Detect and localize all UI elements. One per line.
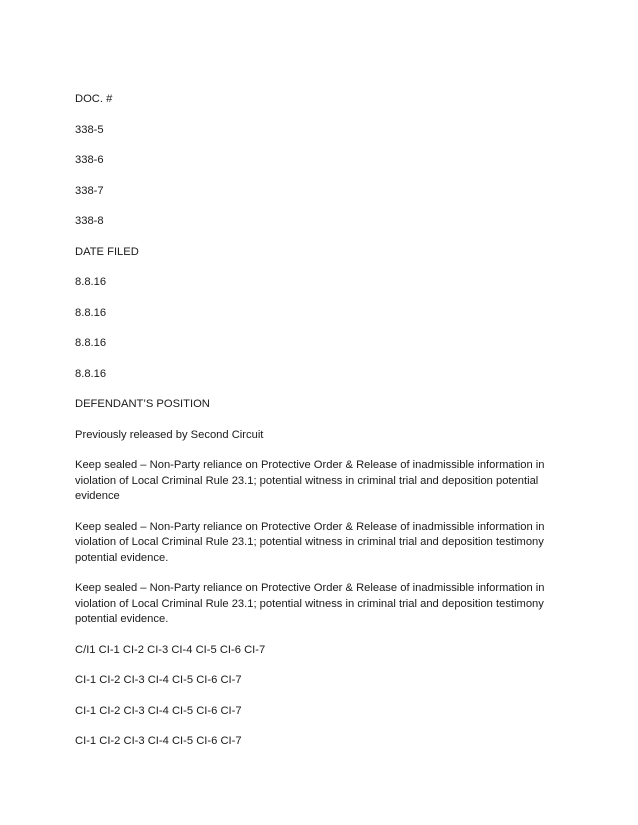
doc-number-item: 338-6 bbox=[75, 154, 104, 166]
position-item: Keep sealed – Non-Party reliance on Protective Order & Release of inadmissible information in violation of Local Criminal Rule 23.1; potential witness in criminal trial and deposition potential evidence bbox=[75, 459, 545, 502]
date-filed-header: DATE FILED bbox=[75, 245, 139, 258]
date-filed-item: 8.8.16 bbox=[75, 306, 107, 319]
date-filed-item: 8.8.16 bbox=[75, 367, 107, 380]
doc-number-item: 338-5 bbox=[75, 123, 104, 136]
doc-number-item: 338-7 bbox=[75, 184, 104, 197]
doc-number-item: 338-8 bbox=[75, 215, 104, 227]
document-body bbox=[75, 92, 567, 765]
ci-list-item: CI-1 CI-2 CI-3 CI-4 CI-5 CI-6 CI-7 bbox=[75, 735, 242, 747]
ci-list-item: C/I1 CI-1 CI-2 CI-3 CI-4 CI-5 CI-6 CI-7 bbox=[75, 643, 266, 656]
position-item: Previously released by Second Circuit bbox=[75, 428, 264, 441]
ci-list-item: CI-1 CI-2 CI-3 CI-4 CI-5 CI-6 CI-7 bbox=[75, 674, 242, 686]
position-item: Keep sealed – Non-Party reliance on Protective Order & Release of inadmissible information in violation of Local Criminal Rule 23.1; potential witness in criminal trial and deposition testimony potential evidence. bbox=[75, 582, 545, 625]
ci-list-item: CI-1 CI-2 CI-3 CI-4 CI-5 CI-6 CI-7 bbox=[75, 704, 242, 717]
defendants-position-header: DEFENDANT’S POSITION bbox=[75, 398, 210, 410]
doc-number-header: DOC. # bbox=[75, 93, 113, 105]
position-item: Keep sealed – Non-Party reliance on Protective Order & Release of inadmissible information in violation of Local Criminal Rule 23.1; potential witness in criminal trial and deposition testimony potential evidence. bbox=[75, 520, 545, 564]
date-filed-item: 8.8.16 bbox=[75, 337, 107, 349]
date-filed-item: 8.8.16 bbox=[75, 276, 107, 288]
